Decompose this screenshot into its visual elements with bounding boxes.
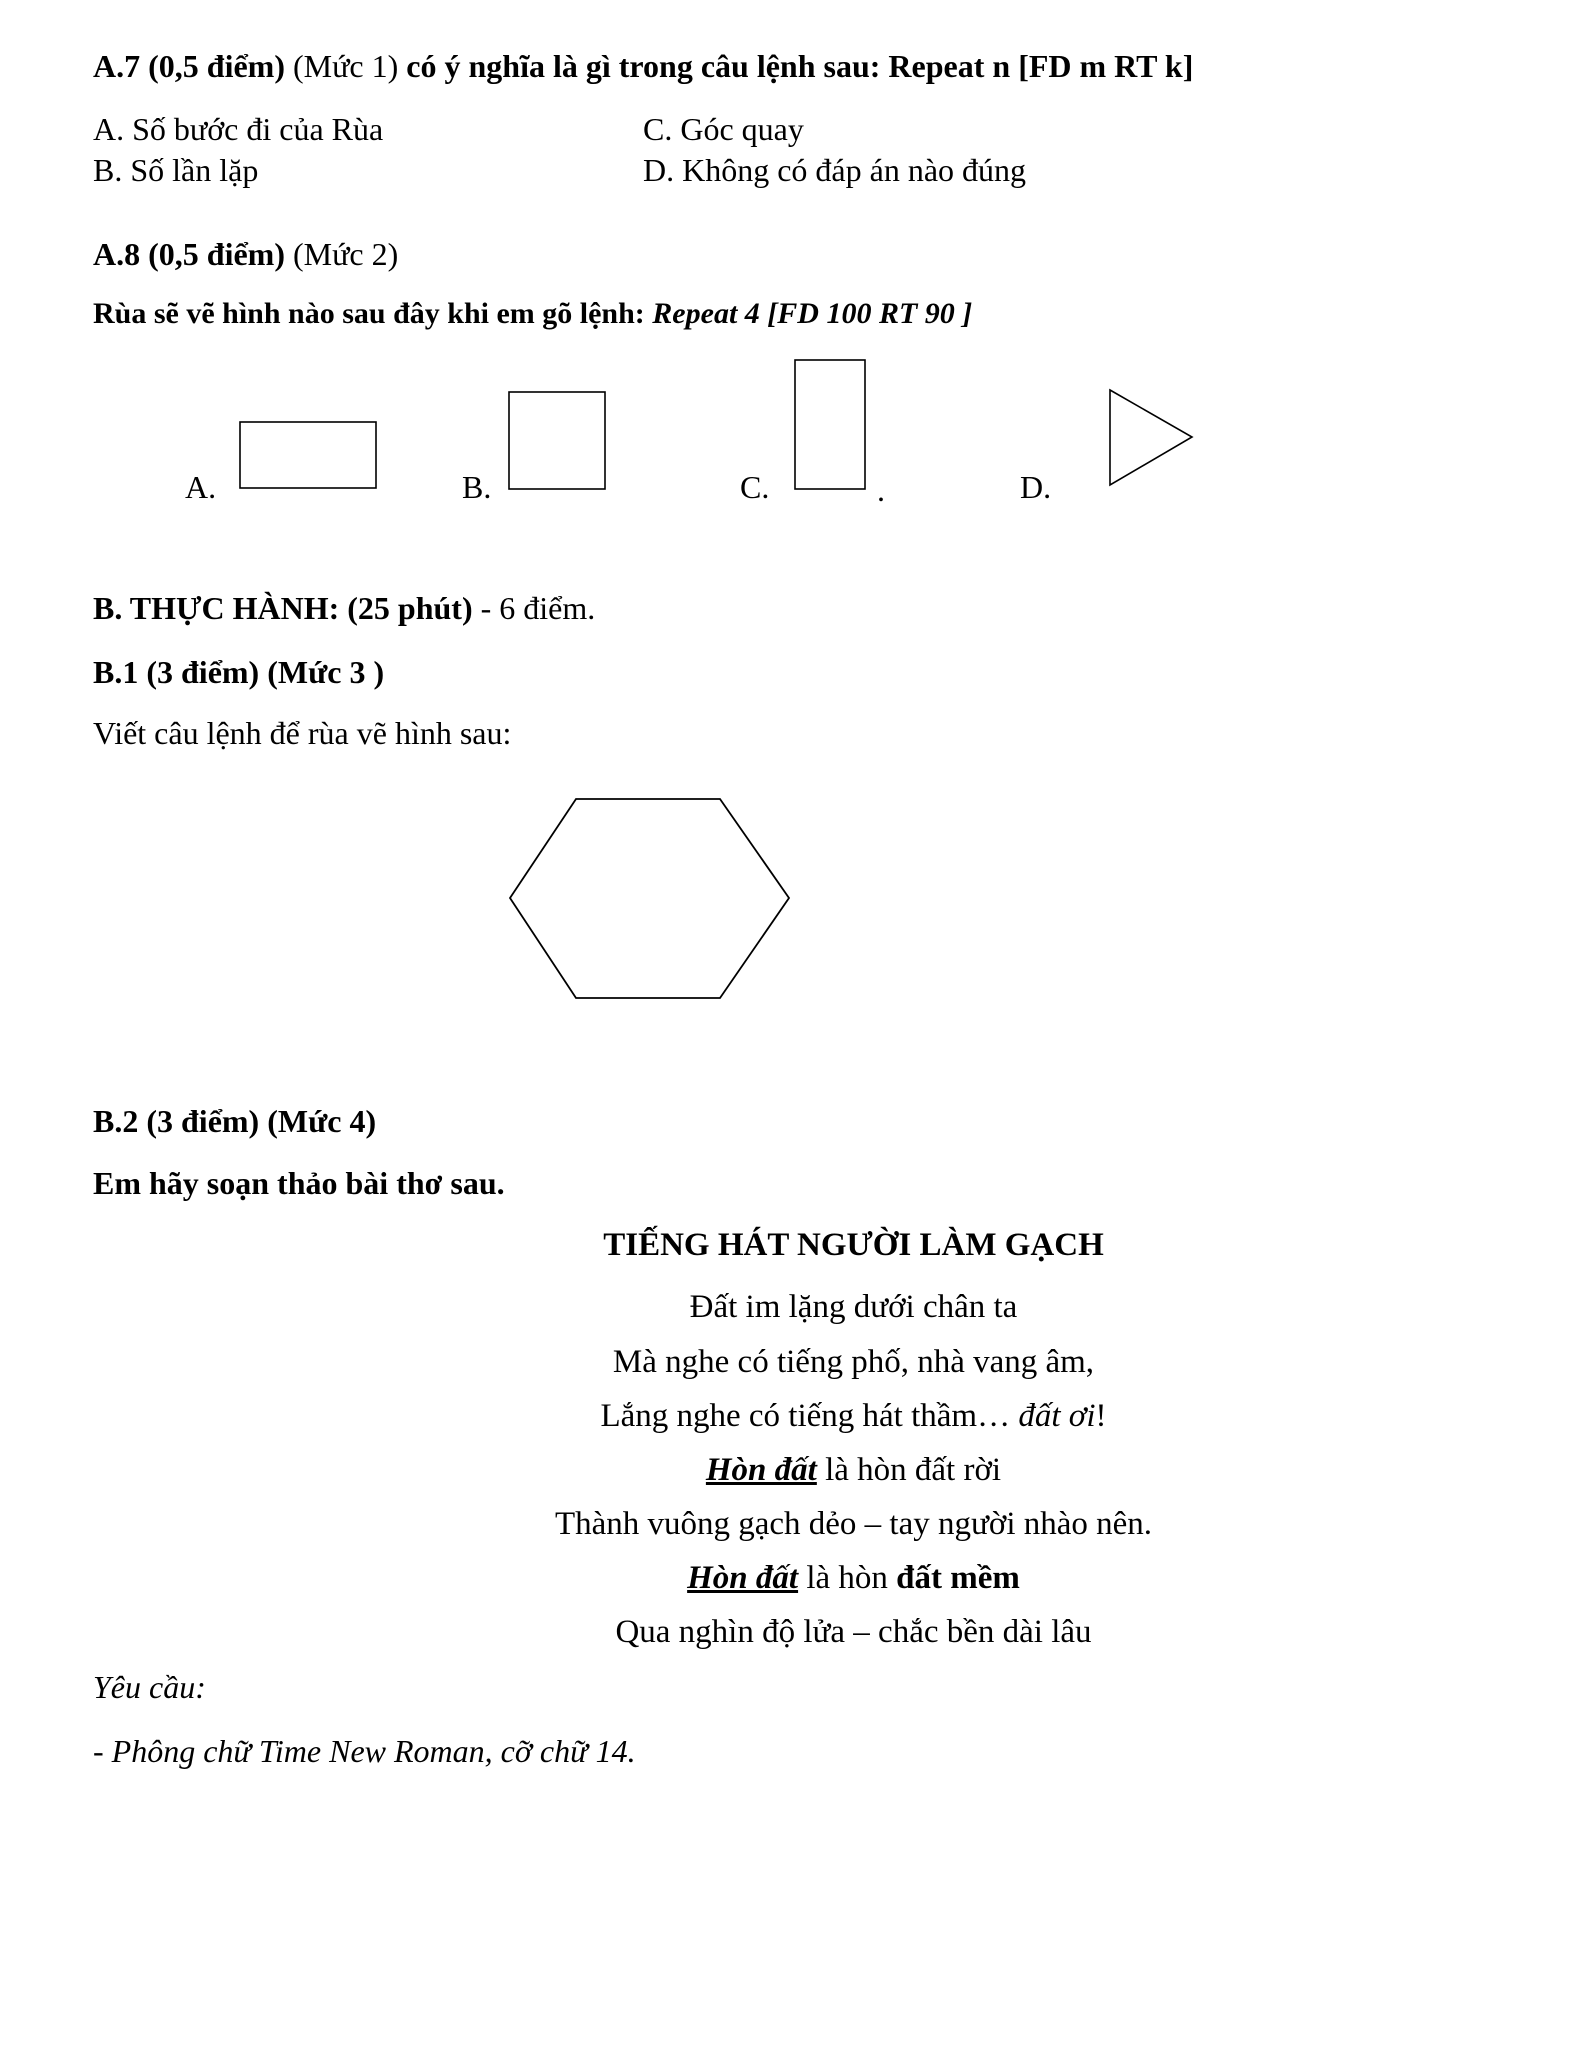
poem-line-3-end: ! — [1095, 1398, 1107, 1434]
a7-option-d: D. Không có đáp án nào đúng — [643, 152, 1027, 188]
requirements-label: Yêu cầu: — [93, 1669, 206, 1705]
poem-line-6-bold: đất mềm — [896, 1560, 1020, 1596]
a8-option-c-label: C. — [740, 469, 770, 505]
a8-option-d-label: D. — [1020, 469, 1052, 505]
question-a8-command: Repeat 4 [FD 100 RT 90 ] — [652, 297, 973, 330]
poem-line-1: Đất im lặng dưới chân ta — [689, 1289, 1018, 1325]
poem-line-5: Thành vuông gạch dẻo – tay người nhào nên. — [554, 1506, 1153, 1542]
requirements-item-1: - Phông chữ Time New Roman, cỡ chữ 14. — [93, 1733, 636, 1769]
question-a8-level: (Mức 2) — [292, 236, 399, 272]
b2-heading: B.2 (3 điểm) (Mức 4) — [93, 1103, 377, 1139]
question-a8-number: A.8 (0,5 điểm) — [93, 236, 285, 272]
a7-option-a: A. Số bước đi của Rùa — [93, 111, 384, 147]
poem-line-6-emphasis: Hòn đất — [687, 1560, 799, 1596]
poem-line-3 — [62, 1396, 1583, 1436]
poem-title: TIẾNG HÁT NGƯỜI LÀM GẠCH — [603, 1227, 1104, 1263]
question-a8-prompt-text: Rùa sẽ vẽ hình nào sau đây khi em gõ lệnh: — [93, 297, 645, 330]
section-b-points: - 6 điểm. — [480, 590, 596, 626]
a8-option-c-period: . — [877, 472, 885, 508]
poem-line-6-text: là hòn — [798, 1560, 897, 1596]
poem-line-3-italic: đất ơi — [1018, 1398, 1096, 1434]
poem-line-7: Qua nghìn độ lửa – chắc bền dài lâu — [615, 1614, 1092, 1650]
poem-line-4 — [62, 1450, 1583, 1490]
b1-heading: B.1 (3 điểm) (Mức 3 ) — [93, 654, 385, 690]
a8-option-a-label: A. — [185, 469, 217, 505]
poem-line-2: Mà nghe có tiếng phố, nhà vang âm, — [612, 1344, 1095, 1380]
b1-instruction: Viết câu lệnh để rùa vẽ hình sau: — [93, 715, 512, 751]
question-a7-level: (Mức 1) — [292, 48, 399, 84]
a7-option-b: B. Số lần lặp — [93, 152, 259, 188]
question-a7-text: có ý nghĩa là gì trong câu lệnh sau: Repeat n [FD m RT k] — [406, 48, 1194, 84]
b2-instruction: Em hãy soạn thảo bài thơ sau. — [93, 1165, 505, 1201]
section-b-title: B. THỰC HÀNH: (25 phút) — [93, 590, 473, 626]
poem-line-4-emphasis: Hòn đất — [705, 1452, 817, 1488]
b1-hexagon — [510, 799, 789, 998]
poem-line-4-text: là hòn đất rời — [816, 1452, 1002, 1488]
poem-line-6 — [62, 1558, 1583, 1598]
a8-option-b-label: B. — [462, 469, 492, 505]
question-a7-number: A.7 (0,5 điểm) — [93, 48, 285, 84]
a7-option-c: C. Góc quay — [643, 111, 804, 147]
poem-line-3-text: Lắng nghe có tiếng hát thầm… — [600, 1398, 1019, 1434]
